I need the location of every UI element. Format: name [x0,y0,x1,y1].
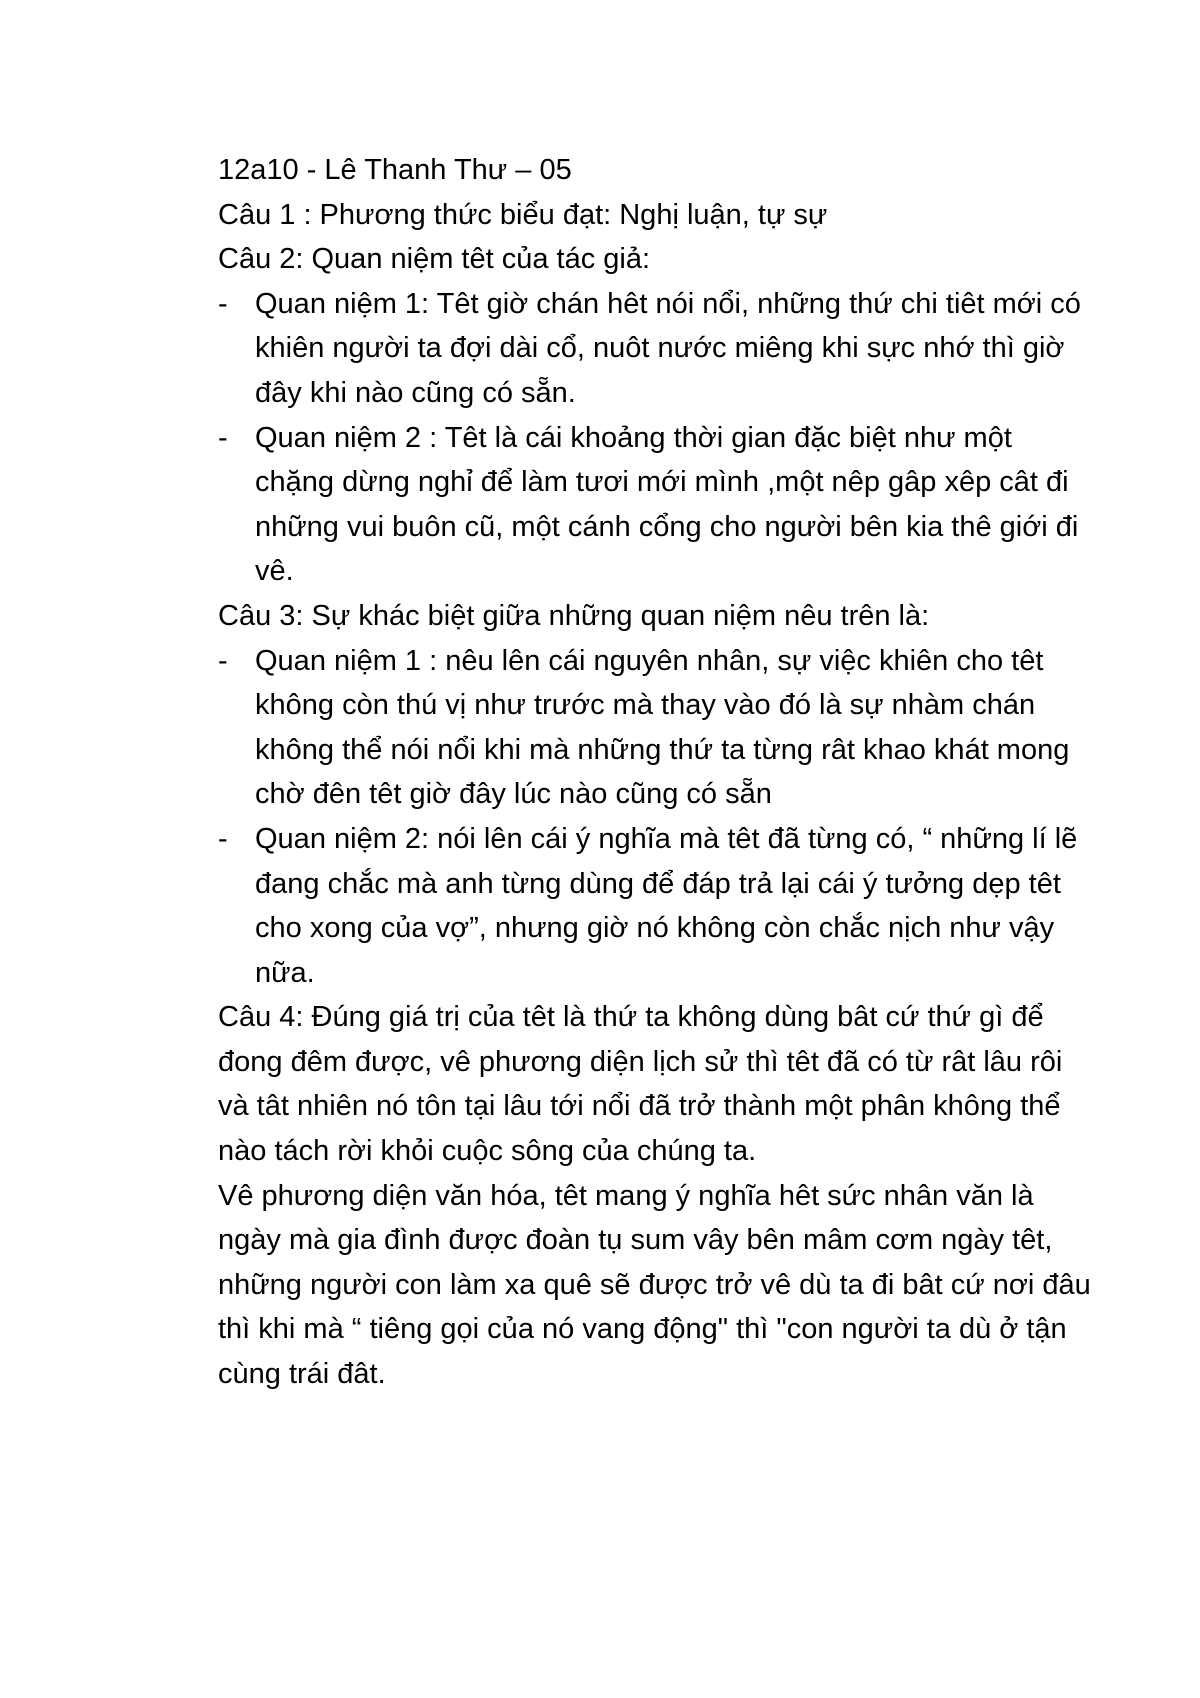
bullet-dash: - [218,644,228,677]
bullet-dash: - [218,287,228,320]
question-2-title: Câu 2: Quan niệm têt của tác giả: [218,243,651,276]
question-3-item-1 [218,639,1098,817]
question-3-item-2-text: Quan niệm 2: nói lên cái ý nghĩa mà têt đã từng có, “ những lí lẽ đang chắc mà anh từng dùng để đáp trả lại cái ý tưởng dẹp têt cho xong của vợ”, nhưng giờ nó không còn chắc nịch như vậy nữa. [255,822,1078,989]
question-4-paragraph-2: Vê phương diện văn hóa, têt mang ý nghĩa hêt sức nhân văn là ngày mà gia đình được đoàn tụ sum vây bên mâm cơm ngày têt, những người con làm xa quê sẽ được trở vê dù ta đi bât cứ nơi đâu thì khi mà “ tiêng gọi của nó vang động" thì "con người ta dù ở tận cùng trái đât. [218,1179,1091,1391]
question-3-item-2 [218,817,1098,995]
document-body [218,148,1098,1397]
question-2-item-2 [218,416,1098,594]
question-4-paragraph-1: Câu 4: Đúng giá trị của têt là thứ ta không dùng bât cứ thứ gì để đong đêm được, vê phương diện lịch sử thì têt đã có từ rât lâu rôi và tât nhiên nó tôn tại lâu tới nổi đã trở thành một phân không thể nào tách rời khỏi cuộc sông của chúng ta. [218,1001,1063,1168]
bullet-dash: - [218,421,228,454]
question-3-item-1-text: Quan niệm 1 : nêu lên cái nguyên nhân, sự việc khiên cho têt không còn thú vị như trước mà thay vào đó là sự nhàm chán không thể nói nổi khi mà những thứ ta từng rât khao khát mong chờ đên têt giờ đây lúc nào cũng có sẵn [255,644,1070,811]
question-2-item-2-text: Quan niệm 2 : Têt là cái khoảng thời gian đặc biệt như một chặng dừng nghỉ để làm tươi mới mình ,một nêp gâp xêp cât đi những vui buôn cũ, một cánh cổng cho người bên kia thê giới đi vê. [255,421,1079,588]
question-3-title: Câu 3: Sự khác biệt giữa những quan niệm nêu trên là: [218,599,930,632]
question-2-item-1 [218,282,1098,416]
question-1: Câu 1 : Phương thức biểu đạt: Nghị luận, tự sự [218,198,828,231]
question-2-item-1-text: Quan niệm 1: Têt giờ chán hêt nói nổi, những thứ chi tiêt mới có khiên người ta đợi dài cổ, nuôt nước miêng khi sực nhớ thì giờ đây khi nào cũng có sẵn. [255,287,1081,409]
document-header: 12a10 - Lê Thanh Thư – 05 [218,154,572,186]
bullet-dash: - [218,822,228,855]
